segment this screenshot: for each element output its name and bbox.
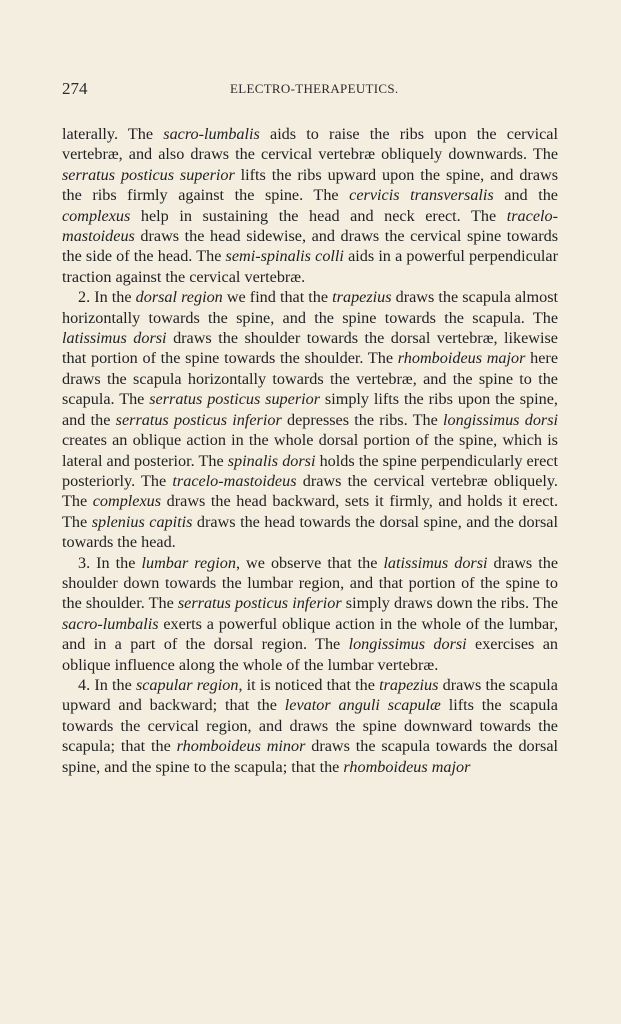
paragraph — [62, 124, 558, 287]
italic-term: trapezius — [379, 675, 439, 694]
italic-term: tracelo-mastoideus — [62, 206, 558, 246]
text-run: exercises an oblique influence along the whole of the lumbar vertebræ. — [62, 635, 558, 674]
italic-term: latissimus dorsi — [62, 329, 167, 348]
text-run: draws the head sidewise, and draws the cervical spine towards the side of the head. The — [62, 227, 558, 266]
text-run: help in sustaining the head and neck erect. The — [130, 206, 507, 225]
italic-term: spinalis dorsi — [227, 451, 316, 470]
italic-term: latissimus dorsi — [383, 553, 488, 572]
running-head: ELECTRO-THERAPEUTICS. — [230, 81, 399, 96]
text-run: creates an oblique action in the whole dorsal portion of the spine, which is lateral and posterior. The — [62, 431, 558, 470]
italic-term: serratus posticus superior — [62, 165, 235, 184]
italic-term: serratus posticus inferior — [177, 594, 342, 613]
italic-term: tracelo-mastoideus — [172, 471, 297, 490]
italic-term: sacro-lumbalis — [163, 125, 260, 143]
italic-term: cervicis transversalis — [349, 186, 494, 205]
text-run: here draws the scapula horizontally towards the vertebræ, and the spine to the scapula. The — [62, 349, 558, 409]
page-header — [62, 79, 558, 101]
text-run: draws the head towards the dorsal spine, and the dorsal towards the head. — [62, 512, 558, 552]
text-run: draws the shoulder towards the dorsal vertebræ, likewise that portion of the spine towards the shoulder. The — [62, 329, 558, 368]
text-run: 4. In the — [78, 675, 136, 694]
text-run: holds the spine perpendicularly erect posteriorly. The — [62, 451, 558, 490]
text-run: lifts the ribs upward upon the spine, and draws the ribs firmly against the spine. The — [62, 165, 558, 205]
italic-term: trapezius — [332, 288, 392, 307]
italic-term: complexus — [62, 206, 131, 225]
text-run: , we observe that the — [235, 553, 384, 572]
italic-term: complexus — [92, 492, 162, 511]
text-run: aids in a powerful perpendicular traction against the cervical vertebræ. — [62, 247, 558, 286]
text-run: lifts the scapula towards the cervical region, and draws the spine downward towards the scapula; that the — [62, 696, 558, 756]
italic-term: rhomboideus major — [397, 349, 526, 368]
italic-term: sacro-lumbalis — [62, 614, 159, 633]
text-run: draws the scapula almost horizontally towards the spine, and the spine towards the scapula. The — [62, 288, 559, 327]
text-run: depresses the ribs. The — [281, 410, 444, 429]
text-run: , it is noticed that the — [238, 675, 380, 694]
italic-term: scapular region — [135, 675, 239, 694]
text-run: laterally. The — [62, 125, 164, 143]
paragraph — [62, 553, 558, 675]
text-run: draws the shoulder down towards the lumbar region, and that portion of the spine to the shoulder. The — [62, 553, 559, 613]
italic-term: longissimus dorsi — [443, 410, 559, 429]
book-page — [62, 79, 558, 777]
italic-term: lumbar region — [141, 553, 236, 572]
text-run: 2. In the — [78, 288, 136, 307]
text-run: we find that the — [222, 288, 333, 307]
text-run: draws the head backward, sets it firmly, and holds it erect. The — [62, 492, 559, 531]
italic-term: rhomboideus minor — [176, 737, 306, 756]
text-run: simply lifts the ribs upon the spine, and the — [62, 390, 558, 429]
italic-term: rhomboideus major — [343, 757, 471, 776]
text-run: and the — [493, 186, 558, 205]
text-run: simply draws down the ribs. The — [341, 594, 558, 613]
italic-term: serratus posticus superior — [149, 390, 321, 409]
text-run: draws the scapula upward and backward; that the — [62, 675, 558, 715]
italic-term: semi-spinalis colli — [225, 247, 344, 266]
italic-term: levator anguli scapulæ — [284, 696, 441, 715]
italic-term: longissimus dorsi — [348, 635, 467, 654]
italic-term: serratus posticus inferior — [115, 410, 282, 429]
italic-term: splenius capitis — [91, 512, 193, 531]
paragraph — [62, 675, 558, 777]
italic-term: dorsal region — [135, 288, 223, 307]
body-text — [62, 124, 558, 777]
paragraph — [62, 287, 558, 552]
text-run: draws the cervical vertebræ obliquely. The — [62, 471, 558, 511]
page-number: 274 — [62, 79, 88, 98]
text-run: aids to raise the ribs upon the cervical vertebræ, and also draws the cervical vertebræ obliquely downwards. The — [62, 125, 558, 164]
text-run: draws the scapula towards the dorsal spine, and the spine to the scapula; that the — [62, 737, 559, 776]
text-run: exerts a powerful oblique action in the whole of the lumbar, and in a part of the dorsal region. The — [62, 614, 558, 654]
text-run: 3. In the — [78, 553, 142, 572]
